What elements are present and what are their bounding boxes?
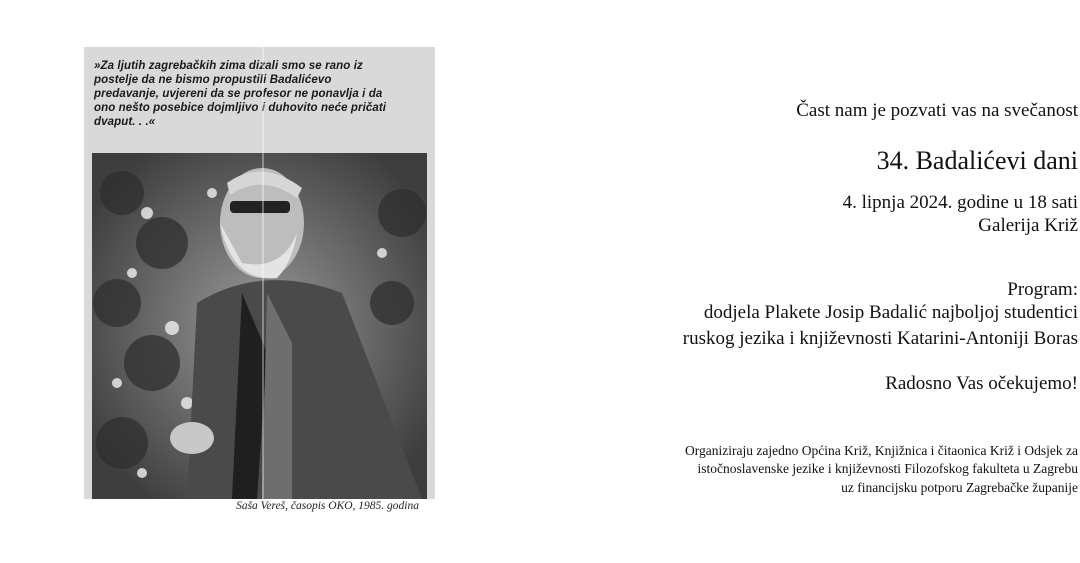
portrait-photo: [92, 153, 427, 499]
quote-line: dvaput. . .«: [94, 116, 156, 128]
welcome-message: Radosno Vas očekujemo!: [885, 373, 1078, 394]
quote-line: predavanje, uvjereni da se profesor ne ponavlja i da: [94, 88, 383, 100]
program-line: dodjela Plakete Josip Badalić najboljoj studentici: [703, 302, 1078, 323]
quote-line: ono nešto posebice dojmljivo i duhovito neće pričati: [94, 102, 387, 114]
program-line: ruskog jezika i književnosti Katarini-Antoniji Boras: [682, 328, 1078, 349]
quote-line: »Za ljutih zagrebačkih zima dizali smo se rano iz: [94, 60, 363, 72]
organizers-line: Organiziraju zajedno Općina Križ, Knjižnica i čitaonica Križ i Odsjek za: [685, 443, 1078, 458]
portrait-illustration: [92, 153, 427, 499]
organizers-line: istočnoslavenske jezike i književnosti Filozofskog fakulteta u Zagrebu: [697, 461, 1078, 476]
photo-caption: Saša Vereš, časopis OKO, 1985. godina: [236, 500, 419, 512]
fold-crease: [262, 47, 264, 499]
event-title: 34. Badalićevi dani: [876, 146, 1078, 175]
invitation-intro: Čast nam je pozvati vas na svečanost: [796, 100, 1078, 121]
event-venue: Galerija Križ: [978, 215, 1078, 236]
organizers-line: uz financijsku potporu Zagrebačke županije: [841, 480, 1078, 495]
quote-line: postelje da ne bismo propustili Badalićevo: [94, 74, 332, 86]
clipping-quote: [94, 59, 424, 129]
event-date: 4. lipnja 2024. godine u 18 sati: [842, 192, 1078, 213]
newspaper-clipping: [84, 47, 435, 499]
program-heading: Program:: [1007, 279, 1078, 300]
